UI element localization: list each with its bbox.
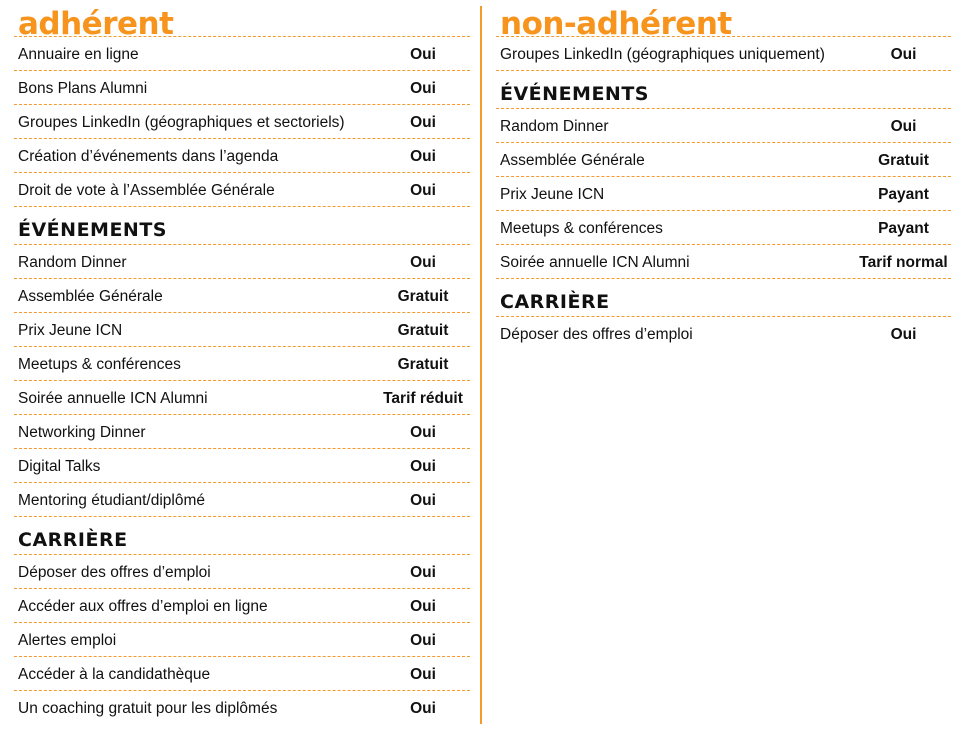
table-row [14, 555, 470, 589]
row-label: Création d’événements dans l’agenda [18, 148, 279, 165]
table-row [496, 245, 951, 279]
table-row [496, 317, 951, 351]
row-value: Oui [410, 666, 436, 683]
row-value: Gratuit [878, 152, 929, 169]
table-row [496, 177, 951, 211]
career-section-title: CARRIÈRE [18, 529, 128, 551]
row-value: Oui [410, 564, 436, 581]
row-value: Payant [878, 186, 929, 203]
row-value: Oui [890, 118, 917, 135]
row-label: Soirée annuelle ICN Alumni [500, 254, 690, 271]
row-label: Déposer des offres d’emploi [500, 326, 693, 343]
row-value: Oui [890, 46, 917, 63]
row-value: Oui [410, 598, 436, 615]
table-row [14, 691, 470, 725]
row-label: Droit de vote à l’Assemblée Générale [18, 182, 275, 199]
row-label: Déposer des offres d’emploi [18, 564, 211, 581]
table-row [496, 143, 951, 177]
row-label: Groupes LinkedIn (géographiques et sectoriels) [18, 114, 345, 131]
row-label: Assemblée Générale [18, 288, 163, 305]
table-row [496, 109, 951, 143]
table-row [14, 381, 470, 415]
row-label: Digital Talks [18, 458, 101, 475]
non-adherent-title: non-adhérent [496, 0, 951, 37]
events-section-title: ÉVÉNEMENTS [500, 83, 649, 105]
row-value: Oui [410, 254, 436, 271]
row-label: Annuaire en ligne [18, 46, 139, 63]
table-row [14, 37, 470, 71]
table-row [14, 105, 470, 139]
row-value: Payant [878, 220, 929, 237]
row-label: Random Dinner [18, 254, 127, 271]
row-value: Oui [410, 80, 436, 97]
row-label: Un coaching gratuit pour les diplômés [18, 700, 278, 717]
table-row [14, 173, 470, 207]
row-value: Oui [410, 700, 436, 717]
table-row [14, 623, 470, 657]
row-label: Accéder à la candidathèque [18, 666, 211, 683]
row-value: Gratuit [397, 288, 449, 305]
row-label: Bons Plans Alumni [18, 80, 148, 97]
table-row [14, 449, 470, 483]
table-row [14, 139, 470, 173]
row-value: Tarif normal [859, 254, 948, 271]
row-label: Mentoring étudiant/diplômé [18, 492, 205, 509]
row-value: Oui [410, 424, 436, 441]
row-value: Gratuit [397, 322, 449, 339]
row-value: Oui [410, 492, 436, 509]
table-row [14, 313, 470, 347]
table-row [14, 483, 470, 517]
adherent-column [14, 0, 470, 725]
row-value: Tarif réduit [383, 390, 463, 407]
career-section-heading [14, 517, 470, 555]
row-value: Oui [410, 458, 436, 475]
row-label: Prix Jeune ICN [18, 322, 123, 339]
events-section-heading [14, 207, 470, 245]
row-label: Accéder aux offres d’emploi en ligne [18, 598, 268, 615]
adherent-title: adhérent [14, 0, 470, 37]
row-label: Assemblée Générale [500, 152, 645, 169]
row-value: Oui [410, 46, 436, 63]
row-label: Groupes LinkedIn (géographiques uniquement) [500, 46, 825, 63]
row-value: Gratuit [397, 356, 449, 373]
row-label: Meetups & conférences [18, 356, 181, 373]
row-label: Prix Jeune ICN [500, 186, 605, 203]
table-row [14, 589, 470, 623]
table-row [14, 245, 470, 279]
row-value: Oui [890, 326, 917, 343]
table-row [496, 211, 951, 245]
non-adherent-column [496, 0, 951, 351]
table-row [14, 71, 470, 105]
row-label: Soirée annuelle ICN Alumni [18, 390, 208, 407]
table-row [14, 347, 470, 381]
table-row [496, 37, 951, 71]
row-label: Networking Dinner [18, 424, 146, 441]
table-row [14, 657, 470, 691]
row-value: Oui [410, 182, 436, 199]
table-row [14, 279, 470, 313]
events-section-title: ÉVÉNEMENTS [18, 219, 167, 241]
row-value: Oui [410, 632, 436, 649]
events-section-heading [496, 71, 951, 109]
career-section-heading [496, 279, 951, 317]
row-label: Alertes emploi [18, 632, 117, 649]
row-value: Oui [410, 148, 436, 165]
career-section-title: CARRIÈRE [500, 291, 610, 313]
row-label: Meetups & conférences [500, 220, 663, 237]
row-label: Random Dinner [500, 118, 609, 135]
table-row [14, 415, 470, 449]
row-value: Oui [410, 114, 436, 131]
